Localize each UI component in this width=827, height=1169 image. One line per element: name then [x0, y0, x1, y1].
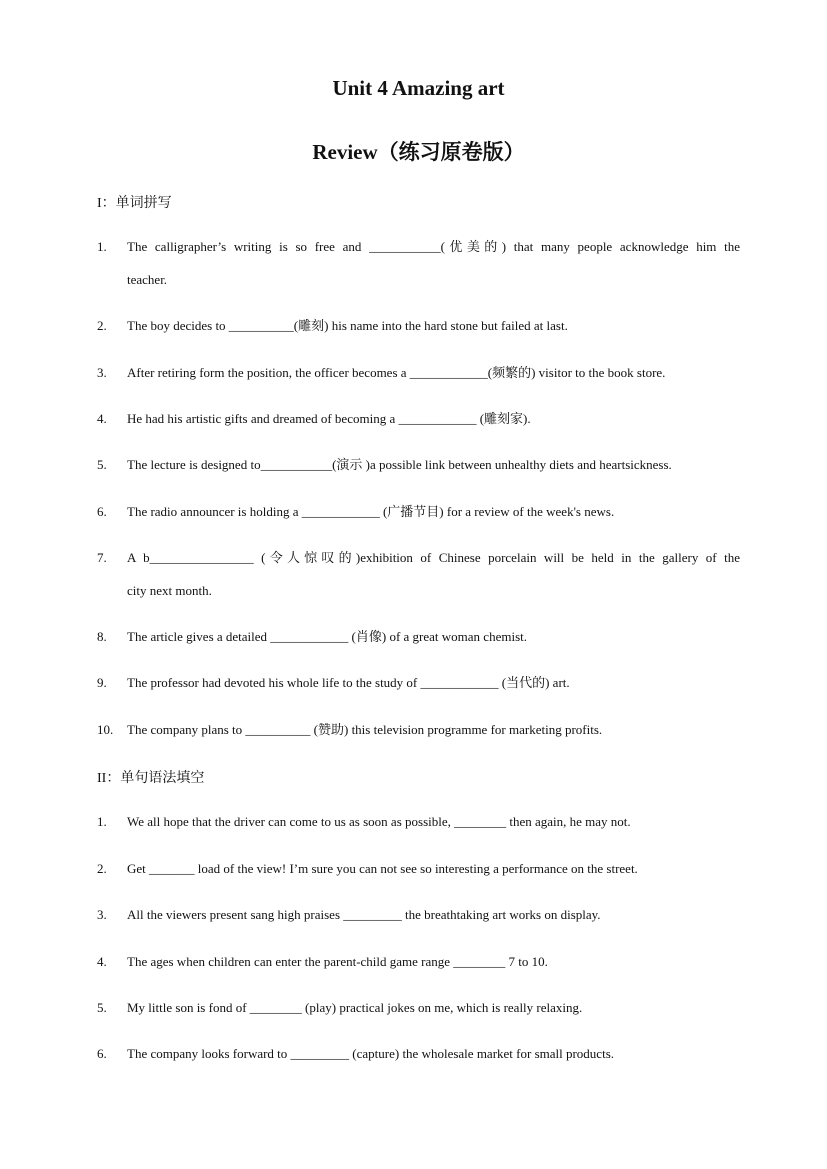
list-item [97, 713, 740, 746]
item-number: 4. [97, 954, 107, 969]
item-number: 1. [97, 239, 107, 254]
item-text: The boy decides to __________(雕刻) his name into the hard stone but failed at last. [127, 318, 568, 333]
item-text: He had his artistic gifts and dreamed of becoming a ____________ (雕刻家). [127, 411, 531, 426]
item-number: 9. [97, 675, 107, 690]
item-number: 2. [97, 318, 107, 333]
list-item [97, 666, 740, 699]
list-item [97, 1037, 740, 1070]
item-text: The lecture is designed to___________(演示 )a possible link between unhealthy diets and heartsickness. [127, 457, 672, 472]
list-item [97, 852, 740, 885]
item-text: Get _______ load of the view! I’m sure you can not see so interesting a performance on the street. [127, 861, 638, 876]
item-number: 2. [97, 861, 107, 876]
section-heading-grammar: II：单句语法填空 [97, 771, 205, 786]
list-item [97, 945, 740, 978]
item-number: 6. [97, 504, 107, 519]
item-text: A b________________ (令人惊叹的)exhibition of Chinese porcelain will be held in the gallery of the [127, 550, 740, 565]
item-number: 3. [97, 365, 107, 380]
section-heading-spelling: I：单词拼写 [97, 196, 172, 211]
list-item [97, 541, 740, 607]
item-text: The company plans to __________ (赞助) this television programme for marketing profits. [127, 722, 603, 737]
item-text-continued: teacher. [127, 272, 168, 287]
item-text: After retiring form the position, the officer becomes a ____________(频繁的) visitor to the book store. [127, 365, 666, 380]
item-text: We all hope that the driver can come to us as soon as possible, ________ then again, he may not. [127, 814, 631, 829]
item-number: 4. [97, 411, 107, 426]
item-number: 1. [97, 814, 107, 829]
list-item [97, 356, 740, 389]
item-text: All the viewers present sang high praises _________ the breathtaking art works on display. [127, 907, 601, 922]
list-item [97, 309, 740, 342]
item-text: The company looks forward to _________ (capture) the wholesale market for small products. [127, 1046, 614, 1061]
item-number: 10. [97, 722, 114, 737]
item-text: The ages when children can enter the parent-child game range ________ 7 to 10. [127, 954, 548, 969]
item-number: 8. [97, 629, 107, 644]
item-number: 6. [97, 1046, 107, 1061]
page-title: Unit 4 Amazing art [332, 76, 505, 100]
item-text-continued: city next month. [127, 583, 212, 598]
page-subtitle: Review（练习原卷版） [312, 140, 525, 164]
list-item [97, 495, 740, 528]
item-text: The radio announcer is holding a ____________ (广播节目) for a review of the week's news. [127, 504, 615, 519]
item-text: My little son is fond of ________ (play) practical jokes on me, which is really relaxing. [127, 1000, 583, 1015]
item-text: The article gives a detailed ____________ (肖像) of a great woman chemist. [127, 629, 527, 644]
list-item [97, 230, 740, 296]
list-item [97, 620, 740, 653]
list-item [97, 991, 740, 1024]
item-number: 3. [97, 907, 107, 922]
item-number: 7. [97, 550, 107, 565]
list-item [97, 402, 740, 435]
list-item [97, 898, 740, 931]
item-number: 5. [97, 457, 107, 472]
list-item [97, 805, 740, 838]
item-text: The calligrapher’s writing is so free and ___________(优美的) that many people acknowledge him the [127, 239, 740, 254]
item-text: The professor had devoted his whole life to the study of ____________ (当代的) art. [127, 675, 570, 690]
list-item [97, 448, 740, 481]
item-number: 5. [97, 1000, 107, 1015]
